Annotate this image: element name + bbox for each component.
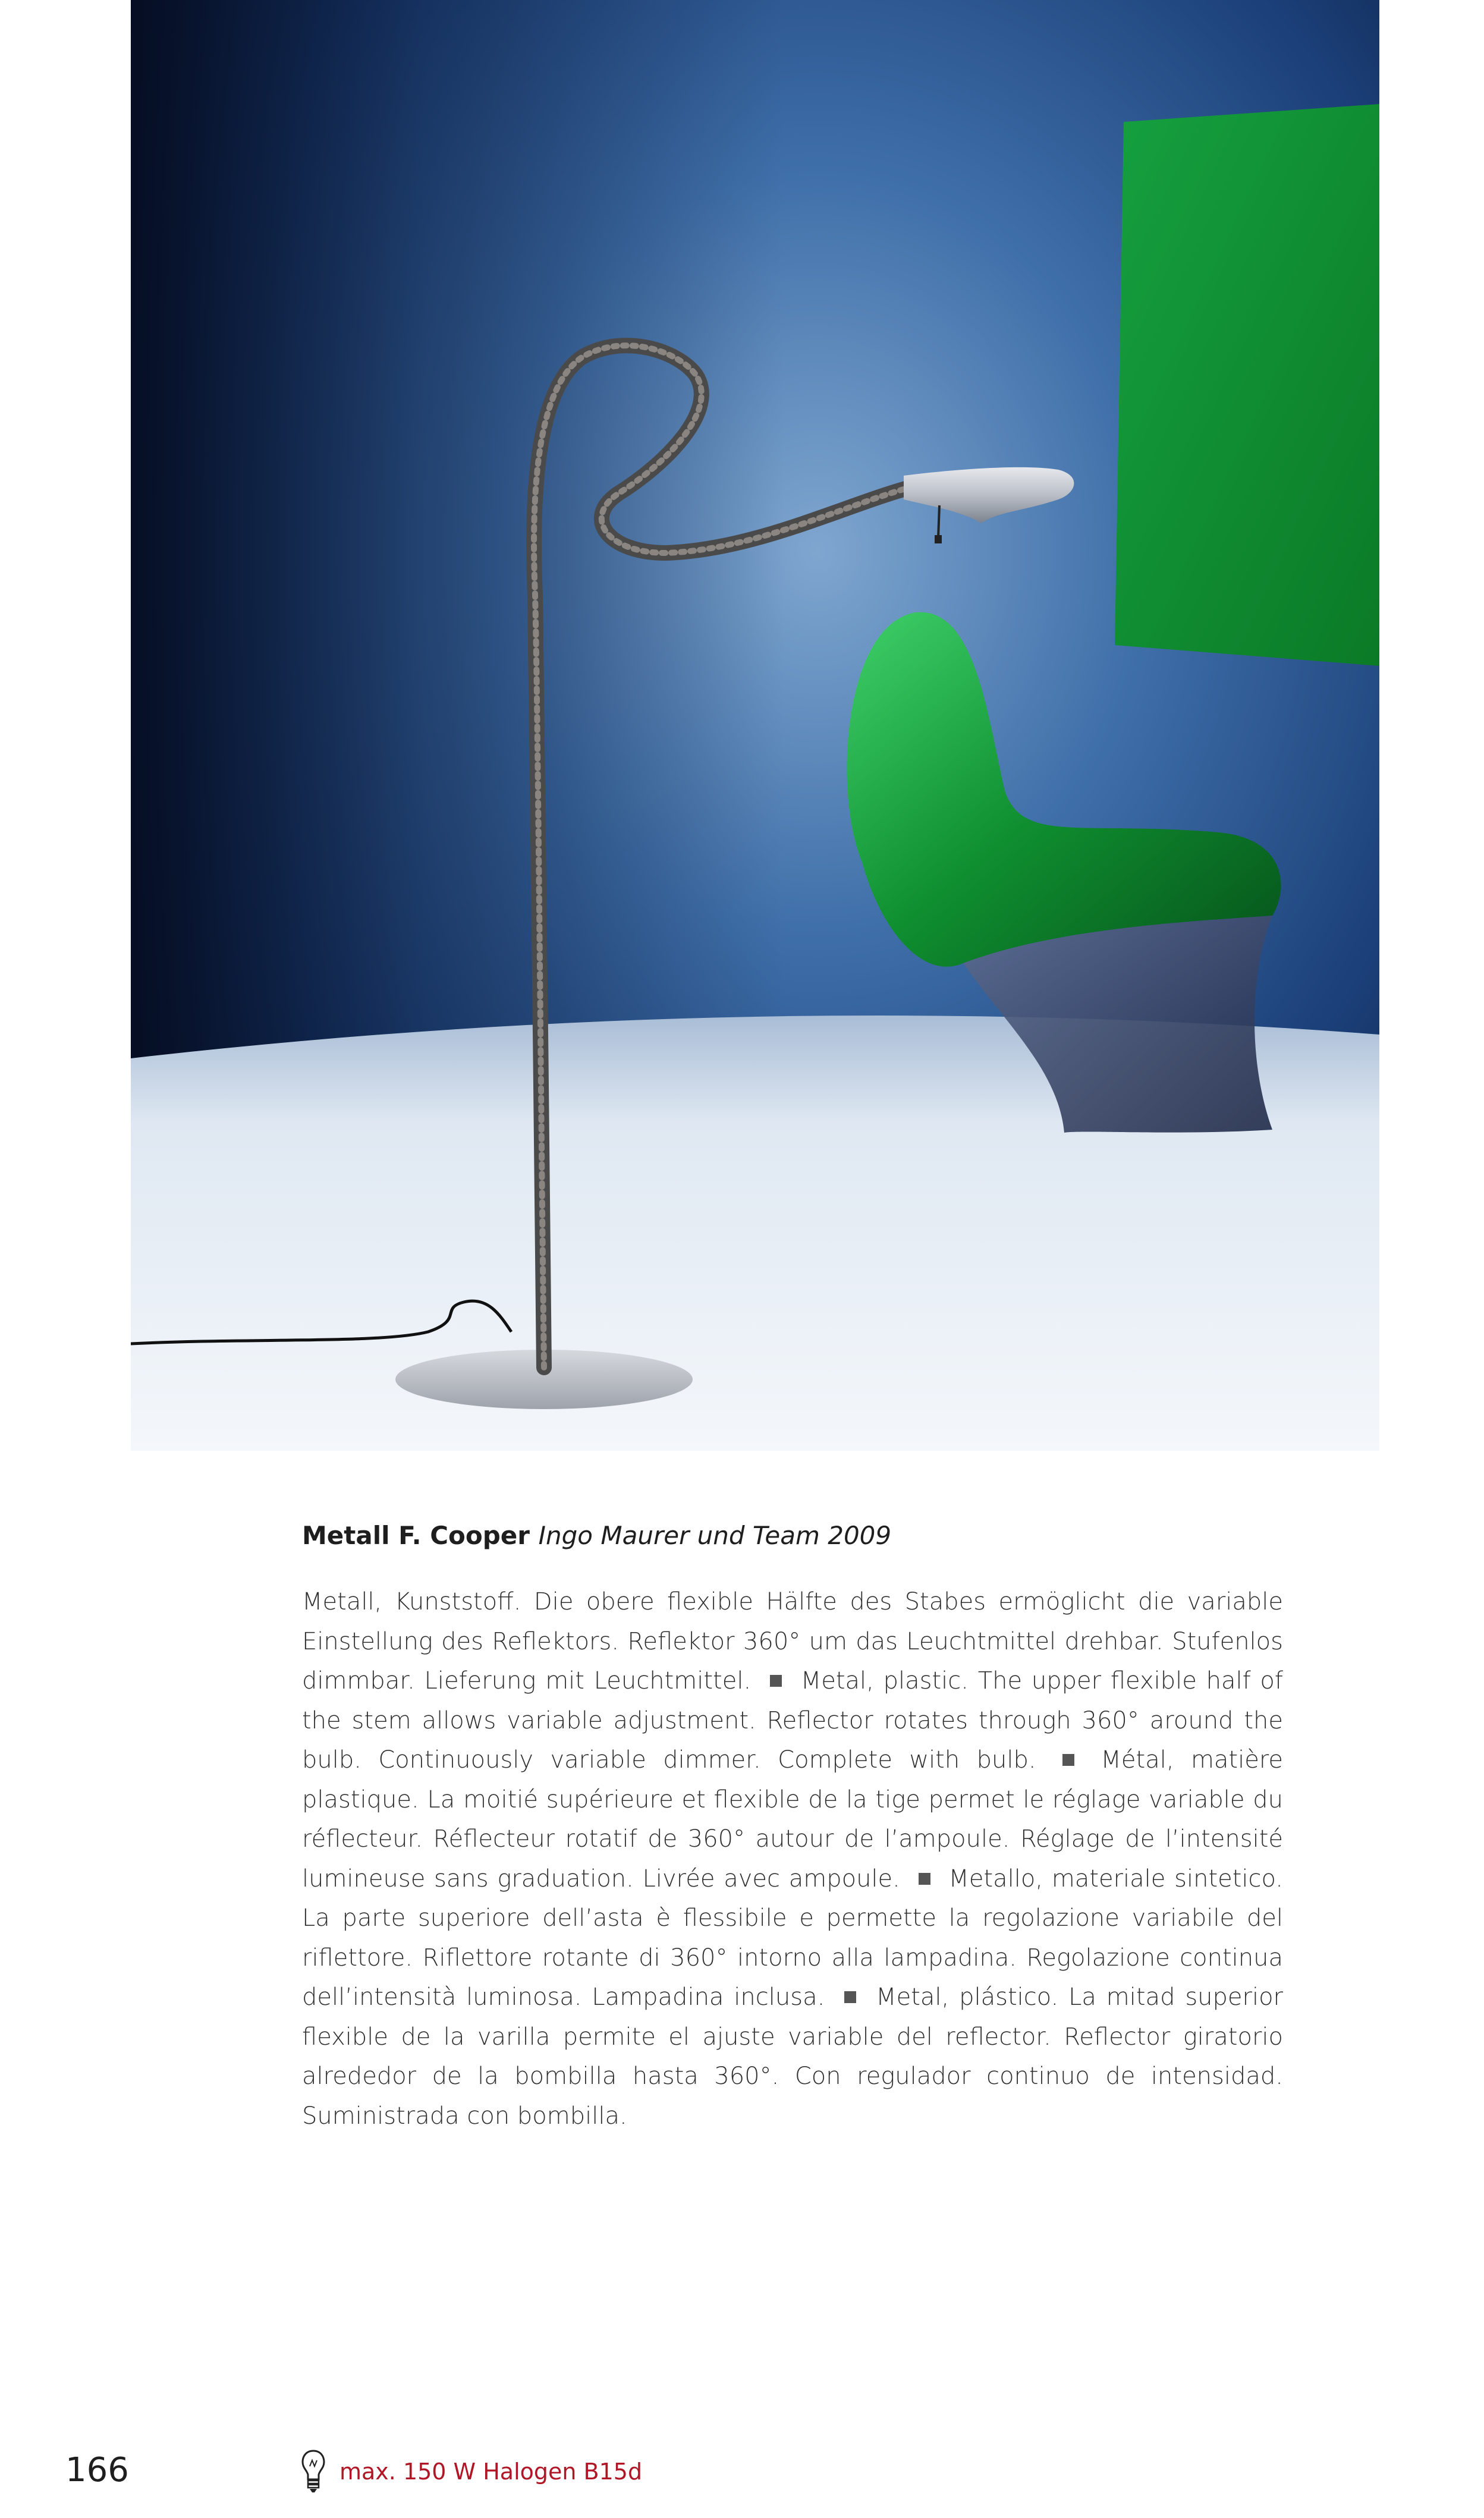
description-fr: Métal, matière plastique. La moitié supérieure et flexible de la tige permet le réglage variable du réflecteur. Réflecteur rotatif de 360° autour de l’ampoule. Réglage de l’intensité lumineuse sans graduation. Livrée avec ampoule. <box>302 1746 1283 1893</box>
product-heading <box>302 1519 1283 1552</box>
product-description <box>302 1582 1283 2136</box>
bulb-icon <box>300 2448 326 2495</box>
language-separator-square-icon <box>919 1873 930 1885</box>
product-text <box>302 1519 1283 2136</box>
spec-text: max. 150 W Halogen B15d <box>339 2459 643 2485</box>
page-number: 166 <box>65 2451 129 2489</box>
language-separator-square-icon <box>844 1991 856 2003</box>
description-es: Metal, plástico. La mitad superior flexible de la varilla permite el ajuste variable del reflector. Reflector giratorio alrededor de la bombilla hasta 360°. Con regulador continuo de intensidad. Suministrada con bombilla. <box>302 1983 1284 2130</box>
language-separator-square-icon <box>770 1675 782 1687</box>
product-photo-illustration <box>131 0 1379 1451</box>
product-designer: Ingo Maurer und Team 2009 <box>538 1521 892 1550</box>
product-name: Metall F. Cooper <box>302 1521 530 1550</box>
product-photo <box>131 0 1379 1451</box>
description-it: Metallo, materiale sintetico. La parte superiore dell’asta è flessibile e permette la regolazione variabile del riflettore. Riflettore rotante di 360° intorno alla lampadina. Regolazione continua dell’intensità luminosa. Lampadina inclusa. <box>302 1865 1284 2011</box>
language-separator-square-icon <box>1062 1754 1074 1766</box>
description-en: Metal, plastic. The upper flexible half of the stem allows variable adjustment. Reflector rotates through 360° around the bulb. Continuously variable dimmer. Complete with bulb. <box>302 1667 1283 1774</box>
description-de: Metall, Kunststoff. Die obere flexible Hälfte des Stabes ermöglicht die variable Einstellung des Reflektors. Reflektor 360° um das Leuchtmittel drehbar. Stufenlos dimmbar. Lieferung mit Leuchtmittel. <box>302 1588 1283 1695</box>
spec-line <box>300 2448 642 2495</box>
